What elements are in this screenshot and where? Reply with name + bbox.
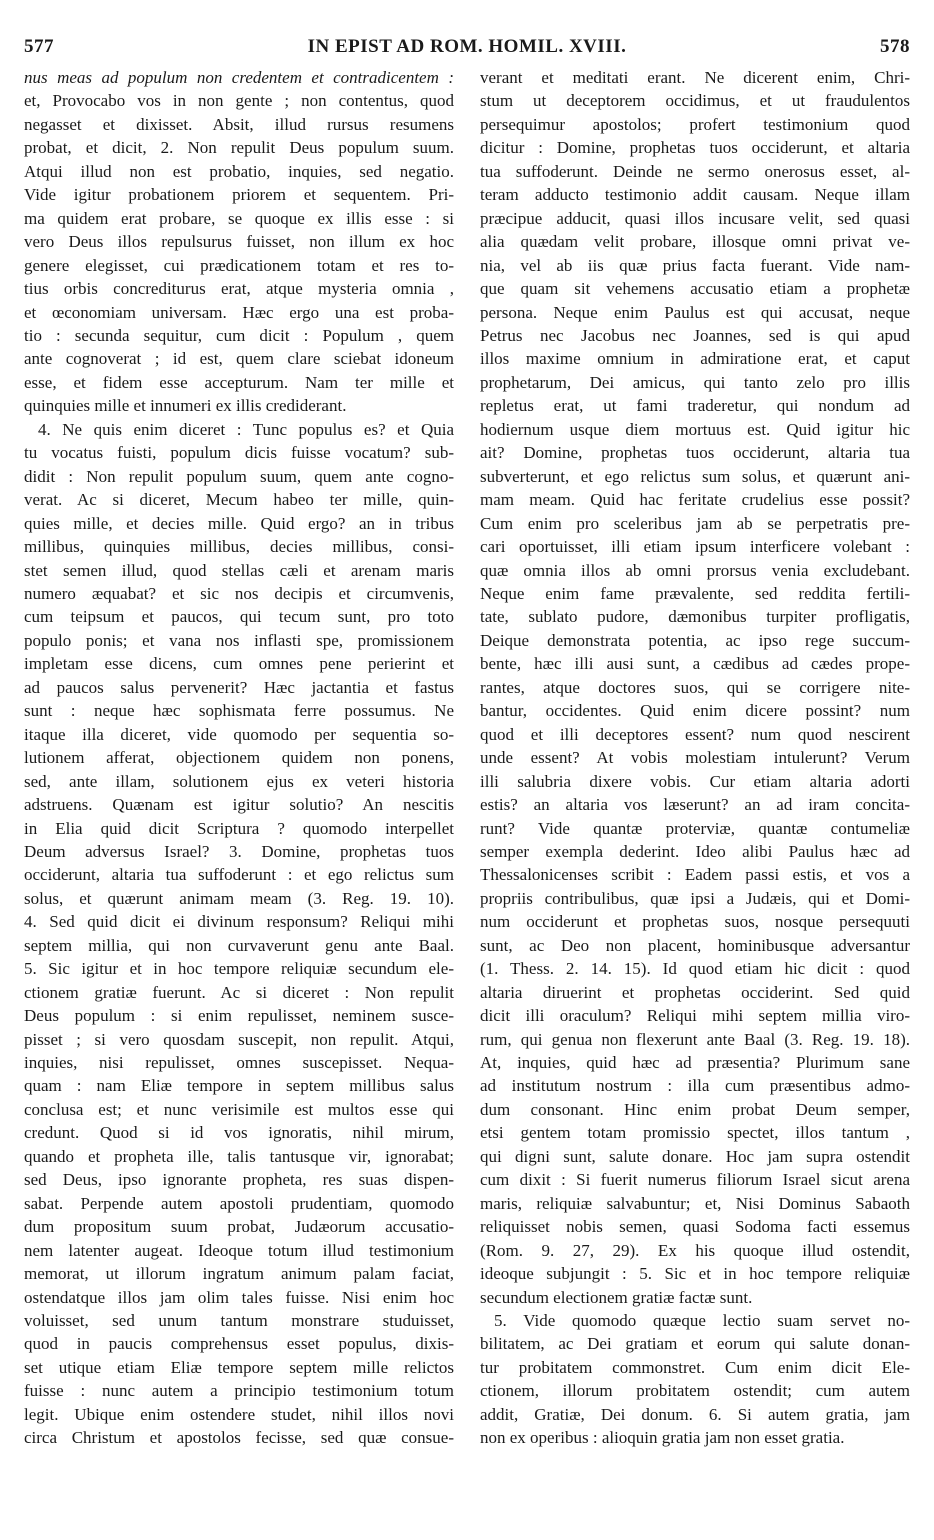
text-line: 5. Vide quomodo quæque lectio suam servet no- — [494, 1311, 910, 1331]
text-line: maris, reliquiæ salvabuntur; et, Nisi Dominus Sabaoth — [480, 1193, 910, 1213]
text-line: circa Christum et apostolos fecisse, sed quæ consue- — [24, 1428, 454, 1448]
text-line: memorat, ut illorum ingratum animum palam faciat, — [24, 1264, 454, 1284]
text-line: bente, hæc illi ausi sunt, a cædibus ad cædes prope- — [480, 654, 910, 674]
text-line: Neque enim fame prævalente, sed reddita fertili- — [480, 583, 910, 603]
text-line: occiderunt, altaria tua suffoderunt : et ego relictus sum — [24, 865, 454, 885]
text-line: itaque illa diceret, vide quomodo per sequentia so- — [24, 724, 454, 744]
text-line: cari oportuisset, illi etiam ipsum interficere volebant : — [480, 537, 910, 557]
text-line: dum consonant. Hinc enim probat Deum semper, — [480, 1099, 910, 1119]
text-line: legit. Ubique enim ostendere studet, nihil illos novi — [24, 1404, 454, 1424]
text-line: (1. Thess. 2. 14. 15). Id quod etiam hic dicit : quod — [480, 959, 910, 979]
text-line: dicitur : Domine, prophetas tuos occiderunt, et altaria — [480, 138, 910, 158]
text-line: bilitatem, ac Dei gratiam et eorum qui salute donan- — [480, 1334, 910, 1354]
text-line: subverterunt, et ego relictus sum solus, et quærunt ani- — [480, 466, 910, 486]
text-line: etsi gentem totam promissio spectet, illos tantum , — [480, 1123, 910, 1143]
text-line: solus, et quærunt animam meam (3. Reg. 19. 10). — [24, 888, 454, 908]
text-line: sunt : neque hæc sophismata ferre possumus. Ne — [24, 701, 454, 721]
text-line: fuisse : nunc autem a principio testimonium totum — [24, 1381, 454, 1401]
text-line: addit, Gratiæ, Dei donum. 6. Si autem gratia, jam — [480, 1404, 910, 1424]
text-line: ctionem gratiæ fuerunt. Ac si diceret : Non repulit — [24, 982, 454, 1002]
text-line: set utique etiam Eliæ tempore septem mille relictos — [24, 1357, 454, 1377]
text-line: stet semen illud, quod stellas cæli et arenam maris — [24, 560, 454, 580]
text-line: Deus populum : si enim repulisset, neminem susce- — [24, 1006, 454, 1026]
text-line: ad paucos salus pervenerit? Hæc jactantia et fastus — [24, 677, 454, 697]
text-line: tua suffoderunt. Deinde ne sermo onerosus esset, al- — [480, 161, 910, 181]
text-line: negasset et dixisset. Absit, illud rursus resumens — [24, 114, 454, 134]
text-line: estis? an altaria vos læserunt? an ad iram concita- — [480, 795, 910, 815]
text-line: repletus erat, ut fami traderetur, qui nondum ad — [480, 396, 910, 416]
text-line: vero Deus illos repulsurus fuisset, non illum ex hoc — [24, 232, 454, 252]
text-line: que quam sit vehemens accusatio etiam a prophetæ — [480, 279, 910, 299]
text-line: inquies, nisi repulisset, omnes suscepisset. Nequa- — [24, 1053, 454, 1073]
text-line: ait? Domine, prophetas tuos occiderunt, altaria tua — [480, 443, 910, 463]
text-line: septem millia, qui non curvaverunt genu ante Baal. — [24, 935, 454, 955]
text-line: ideoque subjungit : 5. Sic et in hoc tempore reliquiæ — [480, 1264, 910, 1284]
text-line: ctionem, illorum probitatem ostendit; cum autem — [480, 1381, 910, 1401]
running-header — [24, 36, 910, 62]
text-line: rantes, atque doctores suos, qui se corrigere nite- — [480, 677, 910, 697]
left-column — [24, 66, 454, 1450]
text-line: Vide igitur probationem priorem et sequentem. Pri- — [24, 185, 454, 205]
text-line: Atqui illud non est probatio, inquies, sed negatio. — [24, 161, 454, 181]
text-line: nem latenter augeat. Ideoque totum illud testimonium — [24, 1240, 454, 1260]
text-line: propriis contribulibus, quæ ipsi a Judæis, qui et Domi- — [480, 888, 910, 908]
text-line: 5. Sic igitur et in hoc tempore reliquiæ secundum ele- — [24, 959, 454, 979]
text-line: credunt. Quod si id vos ignoratis, nihil mirum, — [24, 1123, 454, 1143]
text-line: alia quædam velit probare, illosque omni privat ve- — [480, 232, 910, 252]
right-column — [480, 66, 910, 1450]
text-line: voluisset, sed unum tantum monstrare studuisset, — [24, 1311, 454, 1331]
text-line: nia, vel ab iis quæ prius facta fuerant. Vide nam- — [480, 255, 910, 275]
text-line: mam meam. Quid hac feritate crudelius esse possit? — [480, 490, 910, 510]
text-line: quæ omnia illos ab omni prorsus venia excludebant. — [480, 560, 910, 580]
running-title: IN EPIST AD ROM. HOMIL. XVIII. — [307, 36, 627, 57]
text-line: non ex operibus : alioquin gratia jam non esset gratia. — [480, 1428, 845, 1448]
text-line: runt? Vide quantæ proterviæ, quantæ contumeliæ — [480, 818, 910, 838]
text-line: reliquisset nobis semen, quasi Sodoma facti essemus — [480, 1217, 910, 1237]
text-line: num occiderunt et prophetas suos, nosque persequuti — [480, 912, 910, 932]
text-line: stum ut deceptorem occidimus, et ut fraudulentos — [480, 91, 910, 111]
text-line: præcipue adducit, quasi illos incusare velit, sed quasi — [480, 208, 910, 228]
text-line: millibus, quinquies millibus, decies millibus, consi- — [24, 537, 454, 557]
text-line: lutionem afferat, objectionem quidem non ponens, — [24, 748, 454, 768]
text-line: tio : secunda sequitur, cum dicit : Populum , quem — [24, 325, 454, 345]
text-line: sed Deus, ipso ignorante propheta, res suas dispen- — [24, 1170, 454, 1190]
text-line: dum propositum suum probat, Judæorum accusatio- — [24, 1217, 454, 1237]
text-line: 4. Sed quid dicit ei divinum responsum? Reliqui mihi — [24, 912, 454, 932]
text-line: rum, qui genua non flexerunt ante Baal (3. Reg. 19. 18). — [480, 1029, 910, 1049]
text-line: sunt, ac Deo non placent, hominibusque adversantur — [480, 935, 910, 955]
text-line: quam : nam Eliæ tempore in septem millibus salus — [24, 1076, 454, 1096]
text-line: esse, et fidem esse accepturum. Nam ter mille et — [24, 372, 454, 392]
text-line: persequimur apostolos; profert testimonium quod — [480, 114, 910, 134]
text-line: et œconomiam universam. Hæc ergo una est proba- — [24, 302, 454, 322]
text-line: semper exempla dederint. Ideo alibi Paulus hæc ad — [480, 841, 910, 861]
text-line: unde essent? At vobis molestiam intulerunt? Verum — [480, 748, 910, 768]
text-line: prophetarum, Dei amicus, qui tanto zelo pro illis — [480, 372, 910, 392]
page-number-left: 577 — [24, 36, 54, 57]
text-line: hodiernum usque diem mortuus est. Quid igitur hic — [480, 419, 910, 439]
text-line: bantur, occidentes. Quid enim dicere possint? num — [480, 701, 910, 721]
text-line: illi salubria dixere vobis. Cur etiam altaria adorti — [480, 771, 910, 791]
text-line: sed, ante illam, solutionem ejus ex veteri historia — [24, 771, 454, 791]
text-line: Thessalonicenses scribit : Eadem passi estis, et vos a — [480, 865, 910, 885]
text-line: conclusa est; et nunc verisimile est multos esse qui — [24, 1099, 454, 1119]
text-line: verant et meditati erant. Ne dicerent enim, Chri- — [480, 68, 910, 87]
text-line: altaria diruerint et prophetas occiderint. Sed quid — [480, 982, 910, 1002]
text-line: populo ponis; et vana nos inflasti spe, promissionem — [24, 630, 454, 650]
text-line: cum teipsum et paucos, qui tecum sunt, pro toto — [24, 607, 454, 627]
text-line: Deum adversus Israel? 3. Domine, prophetas tuos — [24, 841, 454, 861]
text-line: genere elegisset, cui prædicationem totam et res to- — [24, 255, 454, 275]
text-line: Cum enim pro sceleribus jam ab se perpetratis pre- — [480, 513, 910, 533]
text-line: quod et illi deceptores essent? num quod nescirent — [480, 724, 910, 744]
text-line: teram adducto testimonio addit causam. Neque illam — [480, 185, 910, 205]
text-line: in Elia quid dicit Scriptura ? quomodo interpellet — [24, 818, 454, 838]
text-line: Deique demonstrata potentia, ac ipso rege succum- — [480, 630, 910, 650]
text-line: (Rom. 9. 27, 29). Ex his quoque illud ostendit, — [480, 1240, 910, 1260]
text-line: Petrus nec Jacobus nec Joannes, sed is qui apud — [480, 325, 910, 345]
text-line: probat, et dicit, 2. Non repulit Deus populum suum. — [24, 138, 454, 158]
page-number-right: 578 — [880, 36, 910, 57]
text-line: qui digni sunt, salute donare. Hoc jam supra ostendit — [480, 1146, 910, 1166]
text-line: persona. Neque enim Paulus est qui accusat, neque — [480, 302, 910, 322]
text-line: numero æquabat? et sic nos decipis et circumvenis, — [24, 583, 454, 603]
text-line: tius orbis concrediturus erat, atque mysteria omnia , — [24, 279, 454, 299]
text-line: tate, sublato pudore, dæmonibus turpiter profligatis, — [480, 607, 910, 627]
text-line: et, Provocabo vos in non gente ; non contentus, quod — [24, 91, 454, 111]
text-line: ad institutum nostrum : illa cum præsentibus admo- — [480, 1076, 910, 1096]
text-line: quies mille, et decies mille. Quid ergo? an in tribus — [24, 513, 454, 533]
text-line: quando et propheta ille, talis tantusque vir, ignorabat; — [24, 1146, 454, 1166]
text-line: ante cognoverat ; id est, quem clare sciebat idoneum — [24, 349, 454, 369]
text-line: impletam esse dicens, cum omnes pene perierint et — [24, 654, 454, 674]
text-line: ostendatque illos jam olim tales fuisse. Nisi enim hoc — [24, 1287, 454, 1307]
text-line: tur probitatem commonstret. Cum enim dicit Ele- — [480, 1357, 910, 1377]
text-line: tu vocatus fuisti, populum dicis fuisse vocatum? sub- — [24, 443, 454, 463]
text-line: pisset ; si vero quosdam suscepit, non repulit. Atqui, — [24, 1029, 454, 1049]
text-line: quod in paucis comprehensus esset populus, dixis- — [24, 1334, 454, 1354]
text-line: nus meas ad populum non credentem et contradicentem : — [24, 68, 454, 87]
text-line: adstruens. Quænam est igitur solutio? An nescitis — [24, 795, 454, 815]
text-line: quinquies mille et innumeri ex illis crediderant. — [24, 396, 347, 416]
text-line: verat. Ac si diceret, Mecum habeo ter mille, quin- — [24, 490, 454, 510]
text-line: 4. Ne quis enim diceret : Tunc populus es? et Quia — [38, 419, 454, 439]
text-line: ma quidem erat probare, se quoque ex illis esse : si — [24, 208, 454, 228]
text-line: didit : Non repulit populum suum, quem ante cogno- — [24, 466, 454, 486]
text-line: dicit illi oraculum? Reliqui mihi septem millia viro- — [480, 1006, 910, 1026]
text-line: cum dixit : Si fuerit numerus filiorum Israel sicut arena — [480, 1170, 910, 1190]
text-line: secundum electionem gratiæ factæ sunt. — [480, 1287, 753, 1307]
text-line: illos maxime omnium in admiratione erat, et caput — [480, 349, 910, 369]
text-line: At, inquies, quid hæc ad præsentia? Plurimum sane — [480, 1053, 910, 1073]
text-line: sabat. Perpende autem apostoli prudentiam, quomodo — [24, 1193, 454, 1213]
